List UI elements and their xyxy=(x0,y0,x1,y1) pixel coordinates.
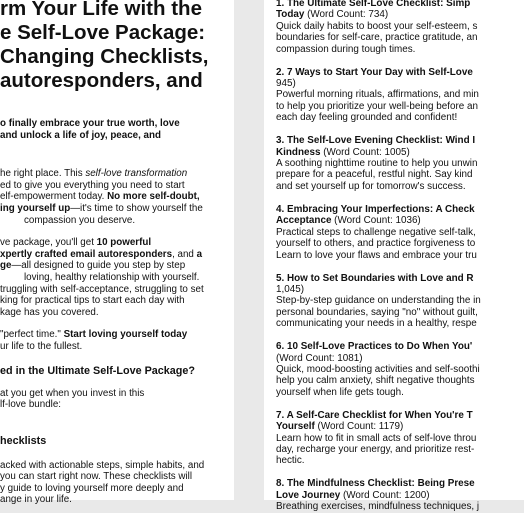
list-item-text: Breathing exercises, mindfulness techniques, j xyxy=(276,501,480,513)
list-item-text: Learn to love your flaws and embrace your tru xyxy=(276,249,477,261)
list-item-title: 4. Embracing Your Imperfections: A Check xyxy=(276,203,475,215)
list-item-text: each day feeling grounded and confident! xyxy=(276,112,458,124)
list-item-subtitle xyxy=(276,78,524,89)
word-count: 945) xyxy=(276,78,296,90)
list-item-text: help you calm anxiety, shift negative thoughts xyxy=(276,375,475,387)
list-item-text: Learn how to fit in small acts of self-love throu xyxy=(276,432,477,444)
list-item-subtitle xyxy=(276,353,524,364)
list-item xyxy=(276,478,524,512)
word-count: (Word Count: 734) xyxy=(304,9,389,21)
list-item-subtitle: Today (Word Count: 734) xyxy=(276,9,389,21)
list-item-text: Practical steps to challenge negative self-talk, xyxy=(276,226,476,238)
document-page-left xyxy=(0,0,234,506)
list-item-title: 8. The Mindfulness Checklist: Being Prese xyxy=(276,478,475,490)
list-item-text: and set yourself up for tomorrow's success. xyxy=(276,180,466,192)
list-item xyxy=(276,204,524,261)
checklists-paragraph: acked with actionable steps, simple habits, and you can start right now. These checklists will y guide to loving yourself more deeply and ange in your life. xyxy=(0,459,205,506)
list-item-title: 6. 10 Self-Love Practices to Do When You' xyxy=(276,341,473,353)
list-item-subtitle: Love Journey (Word Count: 1200) xyxy=(276,489,430,501)
list-item-subtitle: Acceptance (Word Count: 1036) xyxy=(276,215,421,227)
list-item-text: Powerful morning rituals, affirmations, and min xyxy=(276,89,479,101)
word-count: (Word Count: 1200) xyxy=(340,489,430,501)
list-item-text: hectic. xyxy=(276,455,305,467)
list-item xyxy=(276,135,524,192)
list-item-title: 7. A Self-Care Checklist for When You're T xyxy=(276,409,473,421)
word-count: (Word Count: 1036) xyxy=(331,215,421,227)
list-item-text: communicating your needs in a healthy, respe xyxy=(276,318,477,330)
list-item-text: Step-by-step guidance on understanding the in xyxy=(276,295,481,307)
list-item-text: yourself to others, and practice forgiveness to xyxy=(276,238,476,250)
call-to-action-paragraph: "perfect time." Start loving yourself today ur life to the fullest. xyxy=(0,329,188,352)
list-item-text: yourself when life gets tough. xyxy=(276,386,404,398)
list-item-text: A soothing nighttime routine to help you unwin xyxy=(276,158,478,170)
page-title: rm Your Life with the e Self-Love Package: Changing Checklists, autoresponders, and xyxy=(0,0,209,92)
list-item-text: compassion during tough times. xyxy=(276,43,416,55)
list-item xyxy=(276,67,524,124)
list-item-text: boundaries for self-care, practice gratitude, an xyxy=(276,32,478,44)
list-item-title: 1. The Ultimate Self-Love Checklist: Simp xyxy=(276,0,471,9)
list-item-title: 5. How to Set Boundaries with Love and R xyxy=(276,272,474,284)
word-count: (Word Count: 1081) xyxy=(276,352,363,364)
list-item-text: to help you prioritize your well-being before an xyxy=(276,100,479,112)
list-item xyxy=(276,341,524,398)
included-heading: ed in the Ultimate Self-Love Package? xyxy=(0,364,195,377)
list-item-subtitle: Yourself (Word Count: 1179) xyxy=(276,421,404,433)
word-count: 1,045) xyxy=(276,283,305,295)
word-count: (Word Count: 1179) xyxy=(314,421,404,433)
package-paragraph: ve package, you'll get 10 powerful xpertly crafted email autoresponders, and a ge—all designed to guide you step by step loving, healthy relationship with yourself. truggling with self-acceptance, struggling to set king for practical tips to start each day with kage has you covered. xyxy=(0,237,204,318)
list-item-text: prepare for a peaceful, restful night. Say kind xyxy=(276,169,473,181)
checklist-list xyxy=(264,0,524,513)
list-item-text: Quick, mood-boosting activities and self-soothi xyxy=(276,363,480,375)
list-item-text: Quick daily habits to boost your self-esteem, s xyxy=(276,20,478,32)
list-item-subtitle: Kindness (Word Count: 1005) xyxy=(276,146,410,158)
document-page-right xyxy=(264,0,524,513)
list-item xyxy=(276,410,524,467)
intro-bold-paragraph: o finally embrace your true worth, love and unlock a life of joy, peace, and xyxy=(0,118,180,141)
included-paragraph: at you get when you invest in this lf-love bundle: xyxy=(0,387,145,411)
list-item-title: 3. The Self-Love Evening Checklist: Wind I xyxy=(276,135,476,147)
list-item-text: personal boundaries, saying "no" without guilt, xyxy=(276,306,478,318)
list-item-subtitle xyxy=(276,284,524,295)
intro-paragraph: he right place. This self-love transformation ed to give you everything you need to start elf-empowerment today. No more self-doubt, ing yourself up—it's time to show yourself the compassion you deserve. xyxy=(0,168,203,226)
word-count: (Word Count: 1005) xyxy=(320,146,410,158)
checklists-heading: hecklists xyxy=(0,434,47,447)
list-item-text: day, recharge your energy, and prioritize rest- xyxy=(276,443,475,455)
list-item xyxy=(276,273,524,330)
list-item-title: 2. 7 Ways to Start Your Day with Self-Love xyxy=(276,66,473,78)
list-item xyxy=(276,0,524,55)
